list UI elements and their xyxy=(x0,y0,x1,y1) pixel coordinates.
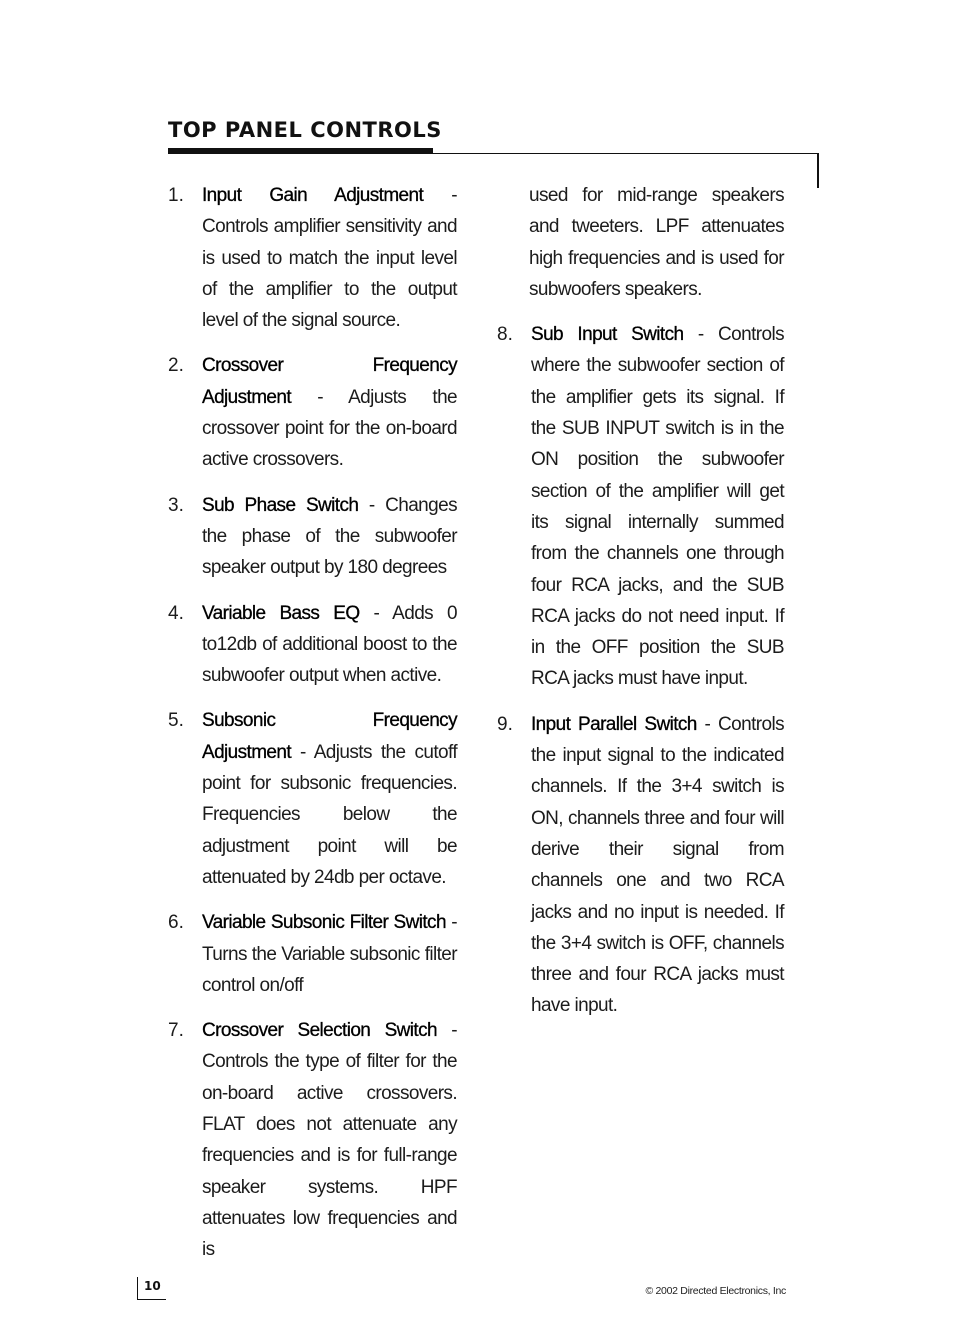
item-description: - Adds 0 to12db of additional boost to the subwoofer output when active. xyxy=(202,602,457,687)
item-number: 1. xyxy=(168,185,184,206)
page-heading: TOP PANEL CONTROLS xyxy=(168,118,442,142)
list-item xyxy=(497,319,784,695)
item-term: Subsonic Frequency Adjustment xyxy=(202,710,457,763)
item-description: - Controls where the subwoofer section of the amplifier gets its signal. If the SUB INPUT switch is in the ON position the subwoofer section of the amplifier will get its signal internally summed from the channels one through four RCA jacks, and the SUB RCA jacks do not need input. If in the OFF position the SUB RCA jacks must have input. xyxy=(531,324,784,690)
list-item xyxy=(168,490,457,584)
right-column xyxy=(497,180,784,1036)
item-body xyxy=(202,350,457,475)
item-term: Variable Bass EQ xyxy=(202,602,360,624)
item-body xyxy=(202,907,457,1001)
list-item xyxy=(168,350,457,475)
list-item xyxy=(168,598,457,692)
item-description: - Changes the phase of the subwoofer speaker output by 180 degrees xyxy=(202,494,457,579)
item-description: - Controls amplifier sensitivity and is used to match the input level of the amplifier to the output level of the signal source. xyxy=(202,185,457,332)
item-number: 7. xyxy=(168,1020,184,1042)
item-body xyxy=(202,490,457,584)
list-item xyxy=(168,907,457,1001)
item-body xyxy=(202,705,457,893)
page-number: 10 xyxy=(144,1279,161,1293)
item-term: Input Gain Adjustment xyxy=(202,185,424,206)
item-body xyxy=(202,1015,457,1265)
left-column xyxy=(168,180,457,1280)
item-description: - Controls the input signal to the indicated channels. If the 3+4 switch is ON, channels three and four will derive their signal from channels one and two RCA jacks and no input is needed. If the 3+4 switch is OFF, channels three and four RCA jacks must have input. xyxy=(531,713,784,1017)
item-number: 3. xyxy=(168,494,184,516)
list-item xyxy=(168,705,457,893)
header-rule-tick xyxy=(817,153,819,188)
item-description: - Adjusts the cutoff point for subsonic frequencies. Frequencies below the adjustment point will be attenuated by 24db per octave. xyxy=(202,741,457,888)
list-item xyxy=(168,1015,457,1265)
item-term: Sub Phase Switch xyxy=(202,494,359,516)
item-number: 8. xyxy=(497,324,513,346)
copyright-footer: © 2002 Directed Electronics, Inc xyxy=(645,1285,786,1297)
item-number: 4. xyxy=(168,602,184,624)
item-body xyxy=(202,180,457,336)
item-number: 9. xyxy=(497,713,513,735)
item-term: Sub Input Switch xyxy=(531,324,684,346)
list-item xyxy=(497,709,784,1022)
item-term: Crossover Selection Switch xyxy=(202,1020,437,1042)
item-description: - Controls the type of filter for the on-board active crossovers. FLAT does not attenuate any frequencies and is for full-range speaker systems. HPF attenuates low frequencies and is xyxy=(202,1020,457,1261)
item-term: Input Parallel Switch xyxy=(531,713,697,735)
item-continuation: used for mid-range speakers and tweeters. LPF attenuates high frequencies and is used for subwoofers speakers. xyxy=(529,185,784,300)
item-body xyxy=(531,709,784,1022)
list-item xyxy=(168,180,457,336)
header-rule xyxy=(168,153,818,154)
item-body xyxy=(202,598,457,692)
item-description: - Adjusts the crossover point for the on-board active crossovers. xyxy=(202,386,457,471)
item-term: Variable Subsonic Filter Switch xyxy=(202,912,446,934)
item-number: 2. xyxy=(168,355,184,377)
item-number: 6. xyxy=(168,912,184,934)
item-number: 5. xyxy=(168,710,184,732)
item-body xyxy=(531,319,784,695)
item-term: Crossover Frequency Adjustment xyxy=(202,355,457,408)
item-description: - Turns the Variable subsonic filter control on/off xyxy=(202,912,458,996)
